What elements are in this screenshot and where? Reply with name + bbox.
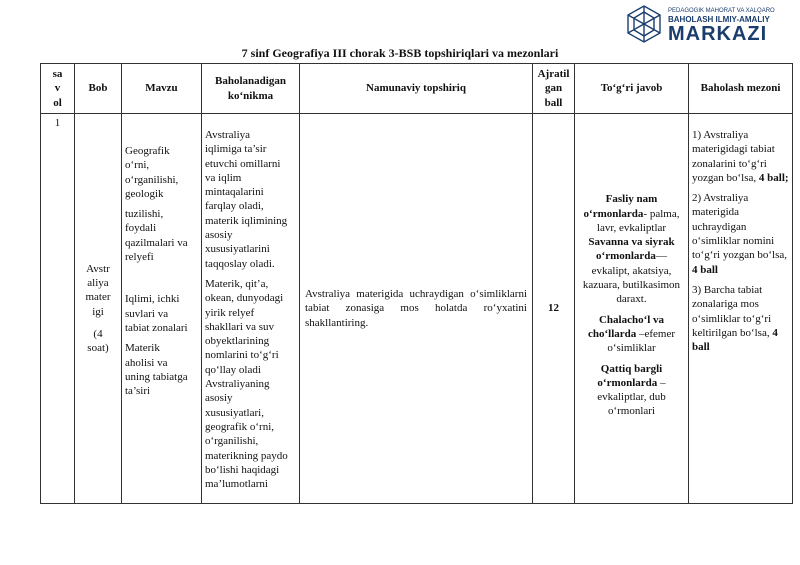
- logo-line-1: PEDAGOGIK MAHORAT VA XALQARO: [668, 8, 775, 14]
- savol-cell: [41, 114, 75, 504]
- javob-item: Fasliy nam o‘rmonlarda- palma, lavr, evkaliptlar Savanna va siyrak o‘rmonlarda— evkalipt, akatsiya, kazuara, butilkasimon daraxt.: [582, 193, 681, 306]
- header-javob: To‘g‘ri javob: [575, 64, 689, 114]
- mezon-item: 1) Avstraliya materigidagi tabiat zonalarini to‘g‘ri yozgan bo‘lsa, 4 ball;: [692, 129, 789, 184]
- konikma-item: Materik, qit’a, okean, dunyodagi yirik relyef shakllari va suv obyektlarining nomlarini to‘g‘ri qo‘llay oladi Avstraliyaning asosiy xususiyatlari, geografik o‘rni, o‘rganilishi, materikning paydo bo‘lishi haqidagi ma’lumotlarni: [205, 277, 288, 491]
- konikma-item: Avstraliya iqlimiga ta’sir etuvchi omillarni va iqlim mintaqalarini farqlay oladi, materik iqlimining asosiy xususiyatlarini taqqoslay oladi.: [205, 129, 288, 270]
- document-title: 7 sinf Geografiya III chorak 3-BSB topshiriqlari va mezonlari: [241, 46, 559, 60]
- javob-item: Chalacho‘l va cho‘llarda –efemer o‘simliklar: [587, 313, 676, 355]
- markazi-emblem-icon: [624, 4, 664, 44]
- mezon-item: 2) Avstraliya materigida uchraydigan o‘simliklar nomini to‘g‘ri yozgan bo‘lsa, 4 ball: [692, 192, 787, 276]
- mavzu-item: Iqlimi, ichki suvlari va tabiat zonalari: [125, 293, 188, 334]
- mezon-cell: [689, 114, 793, 504]
- header-bob: Bob: [75, 64, 122, 114]
- assessment-table: [40, 63, 793, 504]
- header-savol: sa v ol: [41, 64, 75, 114]
- header-konikma: Baholanadigan ko‘nikma: [202, 64, 300, 114]
- mavzu-item: tuzilishi, foydali qazilmalari va relyefi: [125, 208, 188, 264]
- mezon-item: 3) Barcha tabiat zonalariga mos o‘simliklar to‘g‘ri keltirilgan bo‘lsa, 4 ball: [692, 283, 778, 354]
- mavzu-cell: [122, 114, 202, 504]
- javob-item: Qattiq bargli o‘rmonlarda – evkaliptlar, dub o‘rmonlari: [597, 362, 666, 418]
- table-row: [41, 114, 793, 504]
- header-row: [41, 64, 793, 114]
- logo-line-3: MARKAZI: [668, 23, 768, 45]
- markazi-logo: [624, 4, 792, 48]
- ball-value: 12: [548, 302, 559, 315]
- savol-number: 1: [54, 117, 61, 129]
- header-mavzu: Mavzu: [122, 64, 202, 114]
- header-ball: Ajratil gan ball: [533, 64, 575, 114]
- logo-line-2: BAHOLASH ILMIY-AMALIY: [668, 15, 770, 24]
- ball-cell: [533, 114, 575, 504]
- header-topshiriq: Namunaviy topshiriq: [300, 64, 533, 114]
- konikma-cell: [202, 114, 300, 504]
- header-mezon: Baholash mezoni: [689, 64, 793, 114]
- javob-cell: [575, 114, 689, 504]
- topshiriq-text: Avstraliya materigida uchraydigan o‘simliklarni tabiat zonasiga mos holatda ro‘yxatini shakllantiring.: [305, 288, 527, 329]
- topshiriq-cell: [300, 114, 533, 504]
- mavzu-item: Materik aholisi va uning tabiatga ta’siri: [125, 342, 188, 398]
- mavzu-item: Geografik o‘rni, o‘rganilishi, geologik: [125, 145, 179, 200]
- bob-cell: Avstr aliya mater igi (4 soat): [75, 114, 122, 504]
